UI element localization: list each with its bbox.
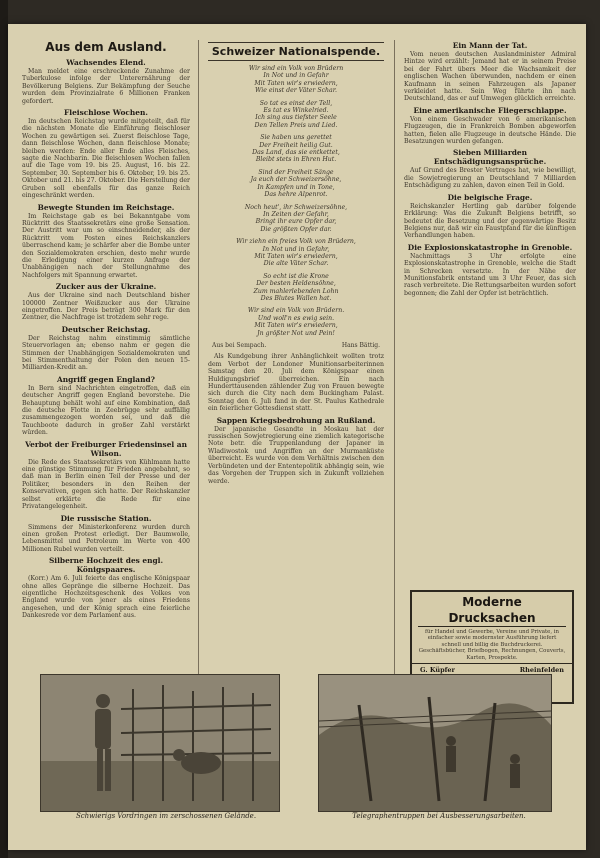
article-title: Angriff gegen England?: [57, 374, 155, 384]
article-title: Ein Mann der Tat.: [452, 41, 528, 50]
poem-stanza: So tat es einst der Tell, Es tat es Winkelried. Ich sing aus tiefster Seele Den Tellen Preis und Lied.: [254, 99, 338, 129]
article-title: Sappen Kriegsbedrohung an Rußland.: [216, 415, 376, 425]
article-text: Die Rede des Staatssekretärs von Kühlmann hatte eine günstige Stimmung für Frieden angebahnt, so daß man in Berlin einen Teil der Presse und der Politiker, besonders in den Reihen der Konservativen, gegen sich hatte. Der Reichskanzler selbst erklärte die Rede für eine Privatangelegenheit.: [22, 458, 190, 511]
ad-location: Rheinfelden: [519, 666, 564, 675]
photo-caption: Schwierigs Vordringen im zerschossenen Gelände.: [75, 812, 257, 820]
article-title: Deutscher Reichstag.: [61, 324, 151, 334]
article-text: Nachmittags 3 Uhr erfolgte eine Explosionskatastrophe in Grenoble, welche die Stadt in Schrecken versetzte. In der Nähe der Munitionsfabrik entstand um 3 Uhr Feuer, das sich rasch verbreitete. Die Rettungsarbeiten wurden sofort begonnen; die Zahl der Opfer ist beträchtlich.: [404, 252, 576, 297]
photo-telegraph-troops: [318, 674, 552, 812]
article-title: Die Explosionskatastrophe in Grenoble.: [407, 242, 573, 252]
article-text: In Bern sind Nachrichten eingetroffen, daß ein deutscher Angriff gegen England bevorstehe. Die Behauptung behält wohl auf eine Kombination, daß die deutsche Flotte in Zeebrügge sehr auffällig zusammengezogen worden sei, und daß die Tauchboote dadurch in großer Zahl verstärkt würden.: [22, 384, 190, 437]
byline-author: Hans Bättig.: [341, 342, 380, 349]
article-title: Verbot der Freiburger Friedensinsel an Wilson.: [25, 439, 187, 458]
article-title: Zucker aus der Ukraine.: [55, 282, 157, 292]
section-heading: Aus dem Ausland.: [45, 40, 167, 54]
article-text: Reichskanzler Hertling gab darüber folgende Erklärung: Was die Zukunft Belgiens betrifft, so bedeutet die Besetzung und der gegenwärtige Besitz Belgiens nur, daß wir ein Faustpfand für die künftigen Verhandlungen haben.: [404, 202, 576, 240]
right-column: [404, 38, 576, 638]
poem-byline: [212, 342, 380, 349]
soldiers-photo-graphic: [41, 675, 279, 811]
photo-soldiers-field: [40, 674, 280, 812]
article-text: (Korr.) Am 6. Juli feierte das englische Königspaar ohne alles Gepränge die silberne Hochzeit. Das eigentliche Hochzeitsgeschenk des Volkes von England wurde von jener als eines Friedens angesehen, und der König sprach eine feierliche Dankesrede vor dem Parlament aus.: [22, 575, 190, 620]
article-text: Als Kundgebung ihrer Anhänglichkeit wollten trotz dem Verbot der Londoner Munitionsarbeiterinnen Samstag den 20. Juli dem Königspaar einen Huldigungsbrief überreichen. Ein nach Hunderttausenden zählender Zug von Frauen bewegte sich durch die City nach dem Buckingham Palast. Sonntag den 6. Juli fand in der St. Paulus Kathedrale ein feierlicher Gottesdienst statt.: [208, 353, 384, 413]
poem-heading: Schweizer Nationalspende.: [208, 42, 384, 61]
column-rule: [198, 40, 199, 690]
article-text: Der Reichstag nahm einstimmig sämtliche Steuervorlagen an; ebenso nahm er gegen die Stimmen der Unabhängigen Sozialdemokraten und bei Stimmenthaltung der Polen den neuen 15-Milliarden-Kredit an.: [22, 334, 190, 372]
photo-caption: Telegraphentruppen bei Ausbesserungsarbeiten.: [352, 812, 526, 820]
article-text: Der japanische Gesandte in Moskau hat der russischen Sowjetregierung eine ziemlich kategorische Note betr. die Truppenlandung der Japaner in Wladiwostok und Angriffen an der Murmanküste überreicht. Es wurde von dem Verhältnis zwischen den Verbündeten und der Ententepolitik abhängig sein, wie das Vorgehen der Truppen sich in Zukunft vollziehen werde.: [208, 425, 384, 485]
poem-stanza: Sind der Freiheit Sänge Ja euch der Schweizersöhne, In Kampfen und in Tone, Das hehre Alpenrot.: [250, 168, 342, 199]
article-title: Eine amerikanische Fliegerschlappe.: [413, 105, 567, 115]
poem-stanza: Sie haben uns gerettet Der Freiheit heilig Gut. Das Land, das sie entkettet, Bleibt stets in Ehren Hut.: [252, 134, 340, 164]
book-spine: [0, 0, 8, 858]
article-text: Im deutschen Reichstag wurde mitgeteilt, daß für die nächsten Monate die Einführung fleischloser Wochen zu gewärtigen sei. Zuerst fleischlose Tage, dann fleischlose Wochen, dann fleischlose Monate; bleiben werden: Ende aller Ende alles Fleisches, sagte die Nachbarin. Die fleischlosen Wochen fallen auf die Tage vom 19. bis 25. August, 16. bis 22. September, 30. September bis 6. Oktober, 19. bis 25. Oktober und 21. bis 27. Oktober. Die Herstellung der Gruben soll ebenfalls für das ganze Reich eingeschränkt werden.: [22, 118, 190, 200]
article-title: Fleischlose Wochen.: [64, 108, 148, 118]
left-column: [22, 38, 190, 688]
poem-stanza: Noch heut', ihr Schweizersöhne, In Zeiten der Gefahr, Bringt ihr eure Opfer dar, Die größten Opfer dar.: [244, 203, 348, 233]
poem-stanza: So echt ist die Krone Der besten Heldensöhne, Zum mahlerlebenden Lohn Des Blutes Wallen hat.: [253, 272, 339, 302]
poem-stanza: Wir sind ein Volk von Brüdern In Not und in Gefahr Mit Taten wir's erwiedern, Wie einst der Väter Schar.: [248, 65, 344, 95]
poem-stanza: Wir sind ein Volk von Brüdern. Und woll'n es ewig sein. Mit Taten wir's erwiedern, Jn größter Not und Pein!: [247, 307, 345, 337]
article-text: Auf Grund des Brester Vertrages hat, wie bewilligt, die Sowjetregierung an Deutschland 7 Milliarden Entschädigung zu zahlen, davon einen Teil in Gold.: [404, 167, 576, 190]
byline-place: Aus bei Sempach.: [212, 342, 267, 349]
article-title: Wachsendes Elend.: [66, 58, 146, 67]
article-title: Bewegte Stunden im Reichstage.: [37, 202, 175, 212]
article-text: Von einem Geschwader von 6 amerikanischen Flugzeugen, die in Frankreich Bomben abgeworfen hatten, fielen alle Flugzeuge in deutsche Hände. Die Besatzungen wurden gefangen.: [404, 115, 576, 146]
article-text: Aus der Ukraine sind nach Deutschland bisher 100000 Zentner Weißzucker aus der Ukraine eingetroffen. Der Preis beträgt 300 Mark für den Zentner, die Nachfrage ist trotzdem sehr rege.: [22, 292, 190, 322]
article-text: Im Reichstage gab es bei Bekanntgabe vom Rücktritt des Staatssekretärs eine große Sensation. Der Austritt war um so einschneidender, als der Rücktritt vom Posten eines Reichskanzlers überraschend kam; je schärfer aber die Bombe unter den Sozialdemokraten erschien, desto mehr wurde die Erledigung einer kurzen Anfrage der Unabhängigen nach der Stellungnahme des Nachfolgers mit Spannung erwartet.: [22, 212, 190, 279]
column-rule: [394, 40, 395, 690]
poem-stanza: Wir ziehn ein freies Volk von Brüdern, In Not und in Gefahr, Mit Taten wir's erwiedern, Die alte Väter Schar.: [236, 238, 356, 268]
ad-body: für Handel und Gewerbe, Vereine und Private, in einfacher sowie modernster Ausführung liefert schnell und billig die Buchdruckerei. Geschäftsbücher, Briefbogen, Rechnungen, Couverts, Karten, Prospekte.: [418, 629, 566, 661]
article-title: Sieben Milliarden Entschädigungsansprüche.: [433, 148, 547, 167]
article-text: Man meldet eine erschreckende Zunahme der Tuberkulose infolge der Unterernährung der Bevölkerung Belgiens. Zur Bekämpfung der Seuche wurden dem Provinzialrate 6 Millionen Franken gefordert.: [22, 68, 190, 105]
article-text: Simmens der Ministerkonferenz wurden durch einen großen Protest erledigt. Der Baumwolle, Lebensmittel und Petroleum im Werte von 400 Millionen Rubel wurden verteilt.: [22, 523, 190, 553]
ad-printer: G. Küpfer: [420, 666, 455, 675]
article-text: Vom neuen deutschen Auslandminister Admiral Hintze wird erzählt: Jemand hat er in seinem Preise bei der Fahrt übers Meer die Wachsamkeit der englischen Wachen überwunden, nachdem er einen Kaufmann in seinen Fahrzeugen als Japaner verkleidet hatte. Sein Weg führte ihn nach Deutschland, das er auf Umwegen glücklich erreichte.: [404, 51, 576, 103]
telegraph-photo-graphic: [319, 675, 551, 811]
article-title: Die russische Station.: [60, 513, 152, 523]
article-title: Die belgische Frage.: [447, 192, 533, 202]
middle-column: [208, 38, 384, 688]
article-title: Silberne Hochzeit des engl. Königspaares.: [48, 556, 164, 575]
ad-title: Moderne Drucksachen: [418, 594, 566, 627]
